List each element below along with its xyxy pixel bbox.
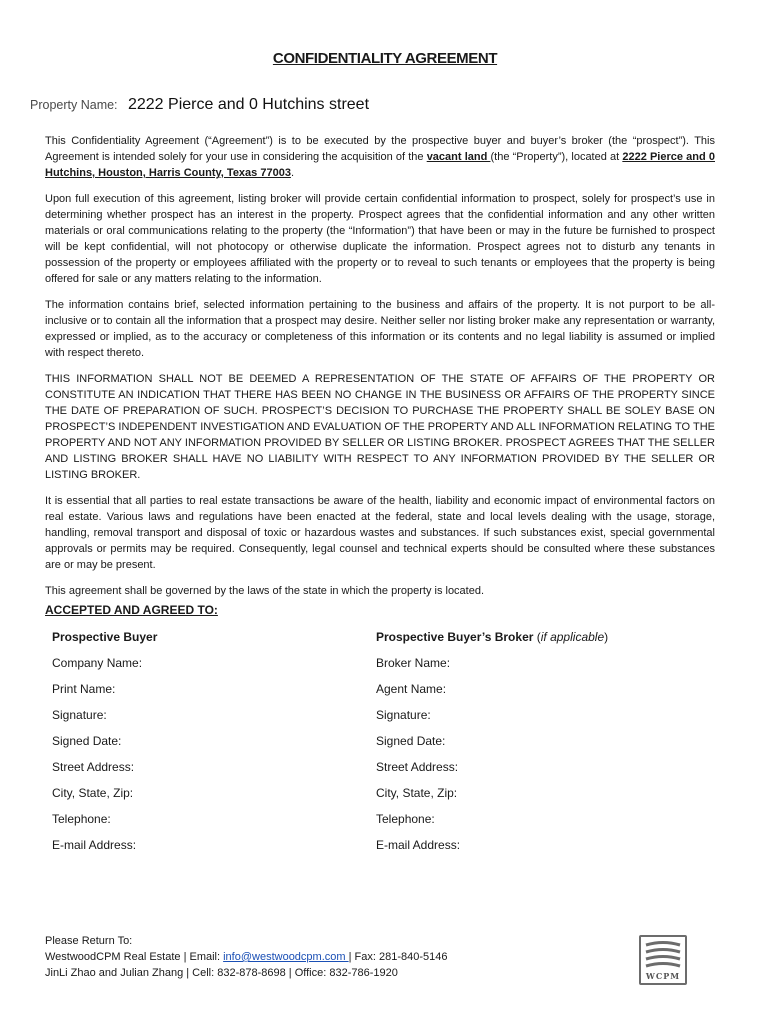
property-name-label: Property Name: — [30, 98, 118, 112]
buyer-city-state-zip-field[interactable]: City, State, Zip: — [52, 786, 134, 800]
paragraph-caps-disclaimer: THIS INFORMATION SHALL NOT BE DEEMED A REPRESENTATION OF THE STATE OF AFFAIRS OF THE PROPERTY OR CONSTITUTE AN INDICATION THAT THERE HAS BEEN NO CHANGE IN THE BUSINESS OR AFFAIRS OF THE PROPERTY SINCE THE DATE OF PREPARATION OF SUCH. PROSPECT’S DECISION TO PURCHASE THE PROPERTY SHALL BE SOLEY BASE ON PROSPECT’S INDEPENDENT INVESTIGATION AND EVALUATION OF THE PROPERTY AND ALL INFORMATION RELATING TO THE PROPERTY AND NOT ANY INFORMATION PROVIDED BY SELLER OR LISTING BROKER. PROSPECT AGREES THAT THE SELLER AND LISTING BROKER SHALL HAVE NO LIABILITY WITH RESPECT TO ANY INFORMATION PROVIDED BY THE SELLER OR LISTING BROKER. — [45, 373, 715, 481]
wave-lines-icon — [644, 940, 682, 970]
paragraph-confidentiality: Upon full execution of this agreement, listing broker will provide certain confidential information to prospect, solely for prospect’s use in determining whether prospect has an interest in the property. Prospect agrees that the confidential information and any other written materials or oral communications relating to the property (the “Information”) that have been or may in the future be furnished to prospect will be kept confidential, will not photocopy or otherwise duplicate the information. Prospect agrees not to disturb any tenants in possession of the property or employees affiliated with the property or to reveal to such tenants or employees that the property is being offered for sale or any matters relating to the information. — [45, 193, 715, 285]
buyer-print-name-field[interactable]: Print Name: — [52, 682, 116, 696]
logo-text: WCPM — [645, 971, 681, 981]
footer-company-line: WestwoodCPM Real Estate | Email: info@westwoodcpm.com | Fax: 281-840-5146 — [45, 951, 448, 963]
broker-city-state-zip-field[interactable]: City, State, Zip: — [376, 786, 458, 800]
buyer-heading: Prospective Buyer — [52, 630, 158, 644]
broker-street-address-field[interactable]: Street Address: — [376, 760, 459, 774]
broker-email-field[interactable]: E-mail Address: — [376, 838, 461, 852]
paragraph-environmental: It is essential that all parties to real estate transactions be aware of the health, liability and economic impact of environmental factors on real estate. Various laws and regulations have been enacted at the federal, state and local levels dealing with the usage, storage, handling, removal transport and disposal of toxic or hazardous wastes and substances. If such substances exist, special governmental approvals or permits may be required. Consequently, legal counsel and technical experts should be consulted where these substances are or may be present. — [45, 495, 715, 571]
paragraph-disclaimer: The information contains brief, selected information pertaining to the business and affairs of the property. It is not purport to be all-inclusive or to contain all the information that a prospect may desire. Neither seller nor listing broker make any representation or warranty, expressed or implied, as to the accuracy or completeness of this information or its contents and no legal liability is assumed or implied with respect thereto. — [45, 299, 715, 359]
broker-signed-date-field[interactable]: Signed Date: — [376, 734, 446, 748]
agreement-body — [45, 133, 715, 609]
buyer-company-name-field[interactable]: Company Name: — [52, 656, 143, 670]
broker-name-field[interactable]: Broker Name: — [376, 656, 451, 670]
property-address: 2222 Pierce and 0 Hutchins, Houston, Harris County, Texas 77003 — [45, 151, 715, 179]
broker-heading: Prospective Buyer’s Broker (if applicable) — [376, 630, 609, 644]
footer-contact — [45, 933, 447, 981]
broker-heading-note: if applicable — [540, 630, 605, 644]
buyer-street-address-field[interactable]: Street Address: — [52, 760, 135, 774]
buyer-telephone-field[interactable]: Telephone: — [52, 812, 111, 826]
broker-agent-name-field[interactable]: Agent Name: — [376, 682, 447, 696]
buyer-signed-date-field[interactable]: Signed Date: — [52, 734, 122, 748]
footer-email-link[interactable]: info@westwoodcpm.com — [223, 951, 349, 963]
document-title: CONFIDENTIALITY AGREEMENT — [272, 50, 498, 67]
wcpm-logo-icon — [639, 935, 687, 985]
accepted-heading: ACCEPTED AND AGREED TO: — [45, 603, 218, 617]
broker-signature-field[interactable]: Signature: — [376, 708, 431, 722]
footer-return-to: Please Return To: — [45, 935, 133, 947]
buyer-signature-field[interactable]: Signature: — [52, 708, 107, 722]
broker-telephone-field[interactable]: Telephone: — [376, 812, 435, 826]
property-name-value: 2222 Pierce and 0 Hutchins street — [127, 96, 370, 113]
broker-column — [376, 630, 608, 864]
vacant-land-term: vacant land — [426, 151, 491, 163]
property-name-row — [30, 96, 369, 114]
buyer-email-field[interactable]: E-mail Address: — [52, 838, 137, 852]
paragraph-intro: This Confidentiality Agreement (“Agreement”) is to be executed by the prospective buyer and buyer’s broker (the “prospect”). This Agreement is intended solely for your use in considering the acquisition of the vacant land (the “Property”), located at 2222 Pierce and 0 Hutchins, Houston, Harris County, Texas 77003. — [45, 135, 715, 179]
footer-agents-line: JinLi Zhao and Julian Zhang | Cell: 832-878-8698 | Office: 832-786-1920 — [45, 967, 398, 979]
paragraph-governing-law: This agreement shall be governed by the laws of the state in which the property is located. — [45, 585, 485, 597]
buyer-column — [52, 630, 157, 864]
